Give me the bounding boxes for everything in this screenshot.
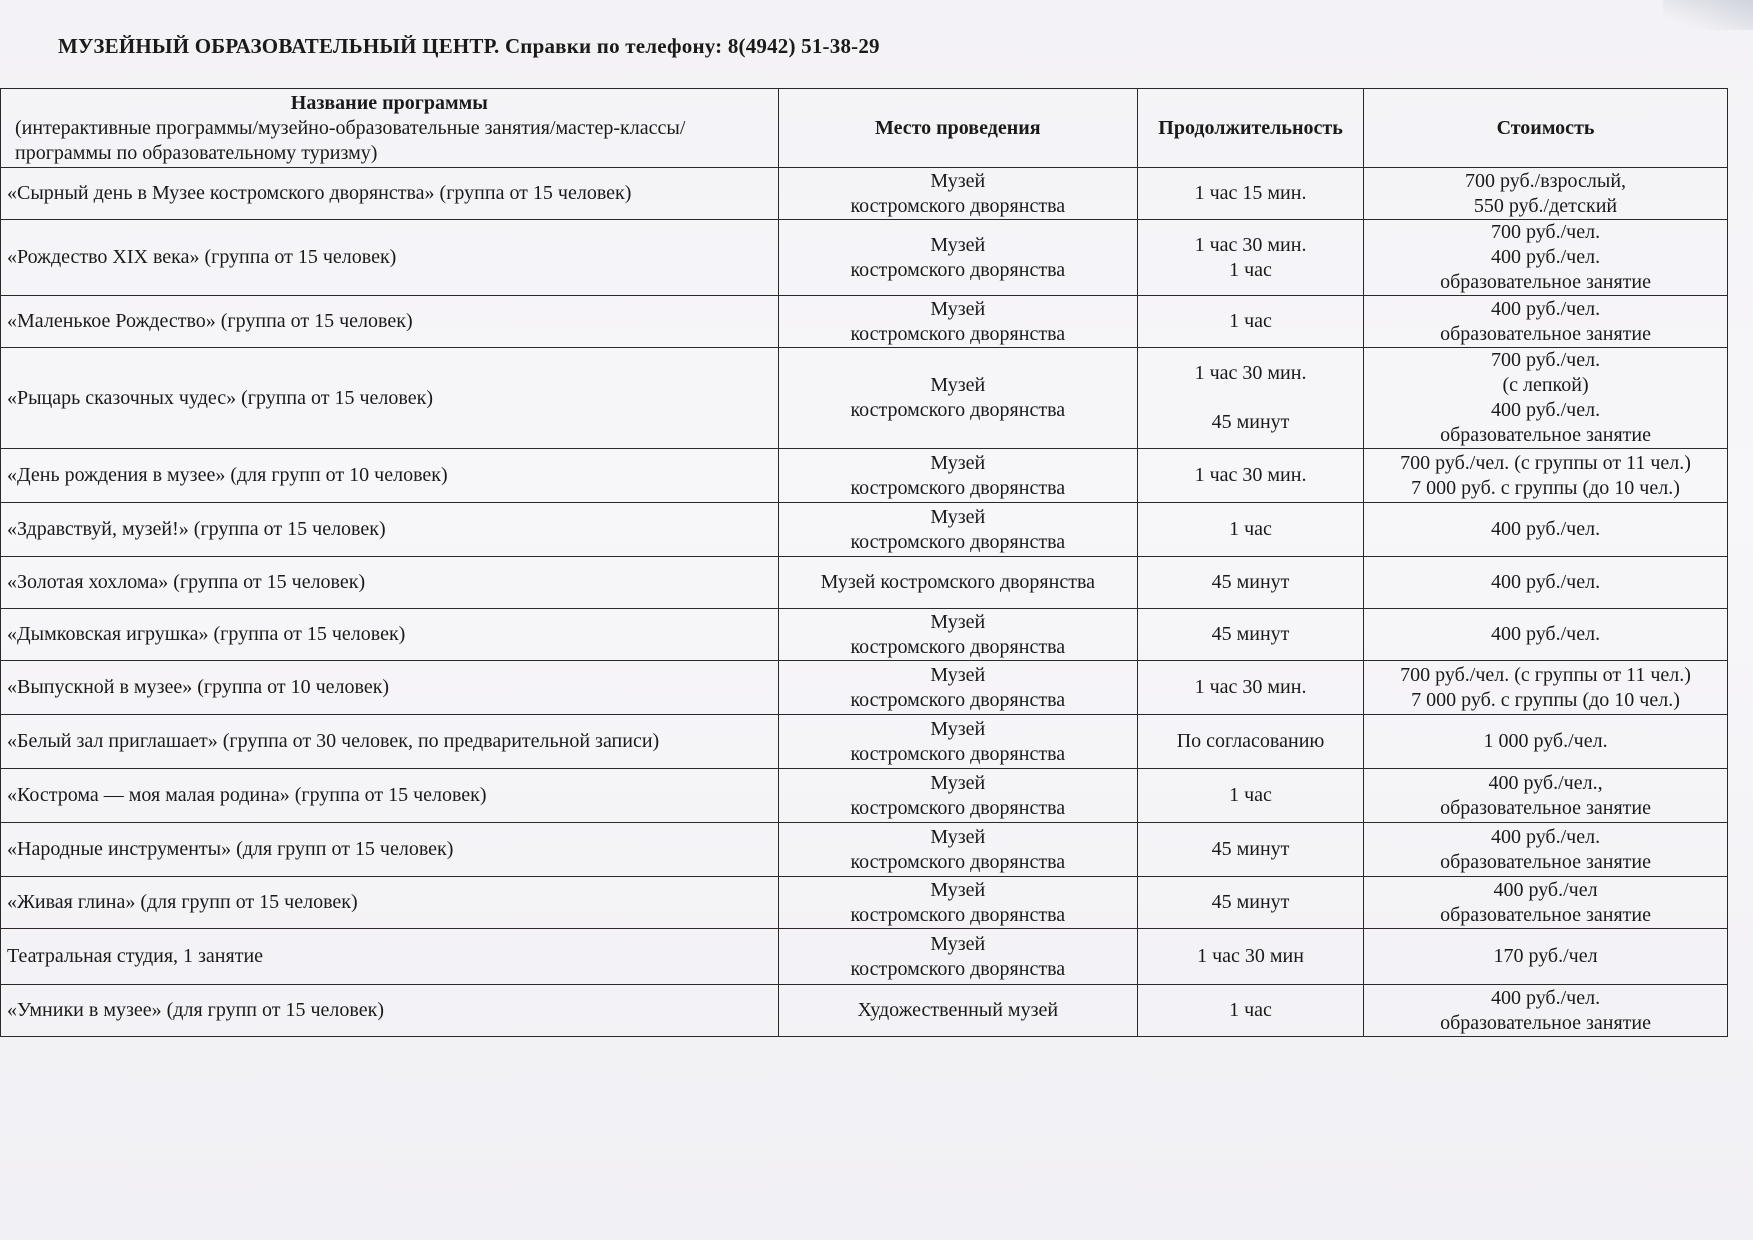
program-name-cell: «Рождество XIX века» (группа от 15 человек) (1, 220, 779, 296)
cost-line: 400 руб./чел. (1490, 297, 1601, 320)
place-line: Музей (930, 451, 986, 474)
cost-line: 400 руб./чел., (1488, 771, 1603, 794)
cost-line: образовательное занятие (1440, 903, 1651, 926)
program-cost-cell (1364, 220, 1728, 296)
duration-line: 1 час 30 мин. (1194, 676, 1307, 698)
table-row (1, 296, 1728, 348)
program-place-cell (778, 348, 1137, 449)
program-cost-cell (1364, 985, 1728, 1037)
cost-line: образовательное занятие (1440, 796, 1651, 819)
program-place-cell (778, 877, 1137, 929)
place-line: костромского дворянства (850, 258, 1066, 281)
duration-line: 45 минут (1211, 571, 1290, 593)
table-row (1, 823, 1728, 877)
place-line: Музей (930, 717, 986, 740)
cost-line: 700 руб./взрослый, (1465, 169, 1627, 192)
program-place-cell (778, 220, 1137, 296)
table-row (1, 503, 1728, 557)
program-name-cell: «Белый зал приглашает» (группа от 30 человек, по предварительной записи) (1, 715, 779, 769)
cost-line: образовательное занятие (1440, 850, 1651, 873)
column-header-name-title: Название программы (290, 91, 488, 114)
cost-line: 700 руб./чел. (с группы от 11 чел.) (1400, 451, 1691, 474)
program-cost-cell (1364, 715, 1728, 769)
cost-line: 400 руб./чел. (1490, 399, 1601, 421)
place-line: Музей костромского дворянства (820, 571, 1096, 593)
program-duration-cell (1138, 985, 1364, 1037)
program-cost-cell (1364, 877, 1728, 929)
duration-line: 45 минут (1211, 411, 1290, 433)
program-duration-cell (1138, 661, 1364, 715)
program-cost-cell (1364, 449, 1728, 503)
table-row (1, 929, 1728, 985)
cost-line: 400 руб./чел. (1490, 623, 1601, 645)
place-line: Музей (930, 610, 986, 633)
program-name-cell: «День рождения в музее» (для групп от 10 человек) (1, 449, 779, 503)
table-header-row (1, 89, 1728, 168)
place-line: Музей (930, 825, 986, 848)
program-place-cell (778, 823, 1137, 877)
table-row (1, 220, 1728, 296)
table-row (1, 661, 1728, 715)
program-duration-cell (1138, 348, 1364, 449)
place-line: Музей (930, 297, 986, 320)
duration-line: 1 час 30 мин. (1194, 464, 1307, 486)
duration-line: 1 час 30 мин. (1194, 362, 1307, 384)
cost-line: (с лепкой) (1502, 374, 1589, 396)
cost-line: образовательное занятие (1440, 271, 1651, 293)
program-name-cell: «Здравствуй, музей!» (группа от 15 человек) (1, 503, 779, 557)
place-line: Музей (930, 932, 986, 955)
program-name-cell: «Выпускной в музее» (группа от 10 человек) (1, 661, 779, 715)
place-line: костромского дворянства (850, 742, 1066, 765)
program-cost-cell (1364, 929, 1728, 985)
program-duration-cell (1138, 449, 1364, 503)
column-header-place: Место проведения (778, 89, 1137, 168)
program-name-cell: «Маленькое Рождество» (группа от 15 человек) (1, 296, 779, 348)
program-place-cell (778, 609, 1137, 661)
program-duration-cell (1138, 220, 1364, 296)
table-row (1, 557, 1728, 609)
table-row (1, 609, 1728, 661)
place-line: костромского дворянства (850, 796, 1066, 819)
table-row (1, 348, 1728, 449)
place-line: Музей (930, 169, 986, 192)
page-corner-shadow (1663, 0, 1753, 30)
program-place-cell (778, 985, 1137, 1037)
duration-line: 1 час (1229, 999, 1272, 1021)
cost-line: 400 руб./чел (1493, 878, 1598, 901)
place-line: Музей (930, 374, 986, 396)
program-name-cell: «Рыцарь сказочных чудес» (группа от 15 человек) (1, 348, 779, 449)
program-name-cell: «Умники в музее» (для групп от 15 человек) (1, 985, 779, 1037)
program-place-cell (778, 557, 1137, 609)
programs-table-body (1, 168, 1728, 1037)
program-place-cell (778, 503, 1137, 557)
cost-line: 7 000 руб. с группы (до 10 чел.) (1411, 688, 1680, 711)
duration-line: 45 минут (1211, 623, 1290, 645)
program-cost-cell (1364, 503, 1728, 557)
program-cost-cell (1364, 557, 1728, 609)
column-header-name-subtitle: (интерактивные программы/музейно-образовательные занятия/мастер-классы/программы по образовательному туризму) (15, 116, 686, 164)
cost-line: 700 руб./чел. (с группы от 11 чел.) (1400, 663, 1691, 686)
program-duration-cell (1138, 609, 1364, 661)
program-cost-cell (1364, 769, 1728, 823)
place-line: Художественный музей (857, 999, 1059, 1021)
place-line: костромского дворянства (850, 399, 1066, 421)
program-name-cell: «Народные инструменты» (для групп от 15 человек) (1, 823, 779, 877)
cost-line: 7 000 руб. с группы (до 10 чел.) (1411, 476, 1680, 499)
cost-line: 1 000 руб./чел. (1483, 730, 1608, 752)
place-line: костромского дворянства (850, 194, 1066, 217)
place-line: костромского дворянства (850, 957, 1066, 980)
program-cost-cell (1364, 168, 1728, 220)
duration-line: 1 час (1229, 784, 1272, 806)
program-duration-cell (1138, 877, 1364, 929)
program-cost-cell (1364, 609, 1728, 661)
duration-line: По согласованию (1176, 730, 1325, 752)
program-cost-cell (1364, 823, 1728, 877)
program-cost-cell (1364, 296, 1728, 348)
program-place-cell (778, 769, 1137, 823)
place-line: Музей (930, 505, 986, 528)
place-line: костромского дворянства (850, 635, 1066, 658)
program-place-cell (778, 449, 1137, 503)
table-row (1, 715, 1728, 769)
program-place-cell (778, 168, 1137, 220)
duration-line: 45 минут (1211, 838, 1290, 860)
place-line: костромского дворянства (850, 530, 1066, 553)
duration-line: 1 час (1229, 258, 1272, 281)
place-line: Музей (930, 771, 986, 794)
duration-line: 1 час (1229, 518, 1272, 540)
program-place-cell (778, 661, 1137, 715)
cost-line: образовательное занятие (1440, 322, 1651, 345)
place-line: костромского дворянства (850, 322, 1066, 345)
program-place-cell (778, 715, 1137, 769)
cost-line: 400 руб./чел. (1490, 825, 1601, 848)
duration-line: 1 час (1229, 310, 1272, 332)
cost-line: 170 руб./чел (1493, 945, 1598, 967)
program-duration-cell (1138, 769, 1364, 823)
program-cost-cell (1364, 661, 1728, 715)
cost-line: образовательное занятие (1440, 1011, 1651, 1034)
column-header-duration: Продолжительность (1138, 89, 1364, 168)
cost-line: 700 руб./чел. (1490, 349, 1601, 371)
program-duration-cell (1138, 168, 1364, 220)
table-row (1, 985, 1728, 1037)
table-row (1, 877, 1728, 929)
program-duration-cell (1138, 296, 1364, 348)
program-duration-cell (1138, 823, 1364, 877)
place-line: костромского дворянства (850, 850, 1066, 873)
table-row (1, 168, 1728, 220)
program-duration-cell (1138, 503, 1364, 557)
table-row (1, 449, 1728, 503)
program-name-cell: «Дымковская игрушка» (группа от 15 человек) (1, 609, 779, 661)
program-duration-cell (1138, 929, 1364, 985)
place-line: Музей (930, 663, 986, 686)
column-header-cost: Стоимость (1364, 89, 1728, 168)
cost-line: 550 руб./детский (1473, 194, 1618, 217)
programs-table (0, 88, 1728, 1037)
cost-line: 700 руб./чел. (1490, 221, 1601, 243)
program-name-cell: «Живая глина» (для групп от 15 человек) (1, 877, 779, 929)
cost-line: 400 руб./чел. (1490, 246, 1601, 268)
duration-line: 1 час 30 мин. (1194, 233, 1307, 256)
duration-line: 1 час 30 мин (1197, 945, 1304, 967)
duration-line: 1 час 15 мин. (1194, 182, 1307, 204)
duration-line (1144, 386, 1357, 410)
program-name-cell: «Сырный день в Музее костромского дворянства» (группа от 15 человек) (1, 168, 779, 220)
program-place-cell (778, 296, 1137, 348)
table-row (1, 769, 1728, 823)
column-header-name (1, 89, 779, 168)
program-cost-cell (1364, 348, 1728, 449)
program-name-cell: Театральная студия, 1 занятие (1, 929, 779, 985)
place-line: костромского дворянства (850, 476, 1066, 499)
place-line: костромского дворянства (850, 688, 1066, 711)
program-duration-cell (1138, 715, 1364, 769)
place-line: Музей (930, 878, 986, 901)
cost-line: образовательное занятие (1440, 424, 1651, 446)
cost-line: 400 руб./чел. (1490, 518, 1601, 540)
program-place-cell (778, 929, 1137, 985)
program-duration-cell (1138, 557, 1364, 609)
program-name-cell: «Кострома — моя малая родина» (группа от 15 человек) (1, 769, 779, 823)
page-title: МУЗЕЙНЫЙ ОБРАЗОВАТЕЛЬНЫЙ ЦЕНТР. Справки по телефону: 8(4942) 51-38-29 (58, 34, 880, 58)
cost-line: 400 руб./чел. (1490, 571, 1601, 593)
program-name-cell: «Золотая хохлома» (группа от 15 человек) (1, 557, 779, 609)
duration-line: 45 минут (1211, 891, 1290, 913)
place-line: Музей (930, 233, 986, 256)
place-line: костромского дворянства (850, 903, 1066, 926)
cost-line: 400 руб./чел. (1490, 986, 1601, 1009)
